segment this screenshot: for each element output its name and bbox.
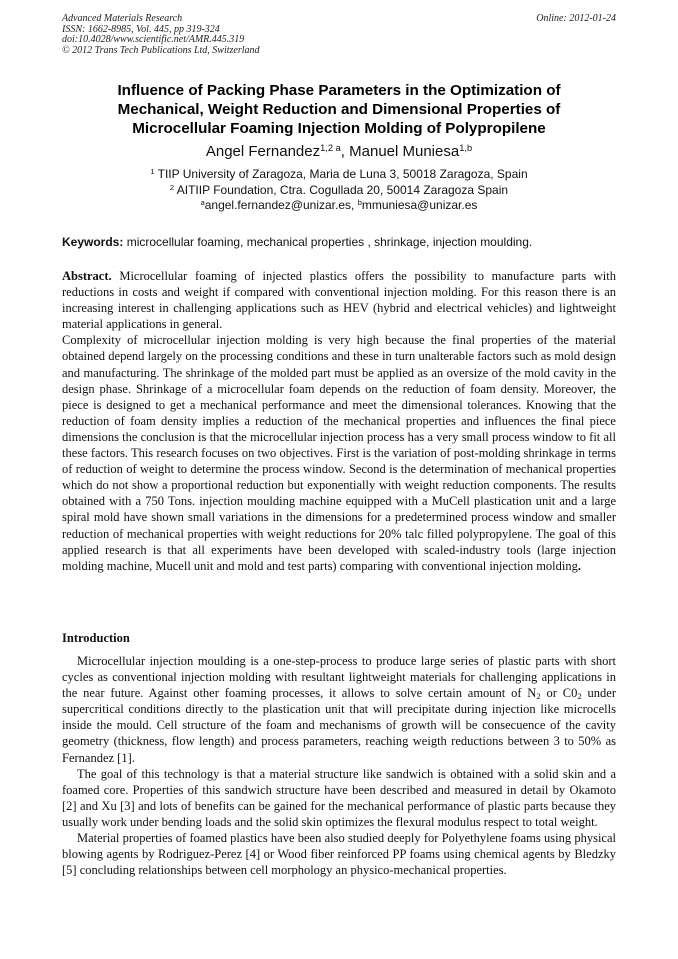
copyright-line: © 2012 Trans Tech Publications Ltd, Switzerland [62,44,260,56]
abstract-text: Microcellular foaming of injected plastics offers the possibility to manufacture parts with reductions in costs and weight if compared with conventional injection molding. For this reason there is an increasing interest in challenging applications such as HEV (hybrid and electrical vehicles) and lightweight material applications in general. [62,269,616,332]
subscript: 2 [577,690,582,701]
journal-name: Advanced Materials Research [62,13,183,24]
intro-paragraph: Material properties of foamed plastics have been also studied deeply for Polyethylene foams using physical blowing agents by Rodriguez-Perez [4] or Wood fiber reinforced PP foams using chemical agents by Bledzky [5] concluding relationships between cell morphology an physico-mechanical properties. [62,831,616,878]
keywords [62,235,616,250]
abstract-end-period: . [577,558,581,573]
author-affiliation-mark: 1,b [459,142,473,153]
introduction-heading: Introduction [62,631,130,645]
email-mark: b [357,197,362,207]
intro-text: under supercritical conditions directly to the plastication unit that will precipitate during injection like microcells inside the mould. Cell structure of the foam and mechanisms of growth will be consecuence of the cavity geometry (thickness, flow length) and process parameters, reaching weigth reductions between 3 to 50% as Fernandez [1]. [62,686,616,765]
abstract-text: Complexity of microcellular injection molding is very high because the final properties of the material obtained depend largely on the processing conditions and these in turn unalterable factors such as mold design and manufacturing. The shrinkage of the molded part must be applied as an oversize of the mold cavity in the design phase. Shrinkage of a microcellular foam depends on the reduction of foam density. Moreover, the piece is designed to get a mechanical performance and meet the dimensional tolerances. Knowing that the reduction of foam density implies a reduction of the mechanical properties and influences the final piece dimensions the conclusion is that the microcellular injection process has a very small process window to fit all these factors. This research focuses on two objectives. First is the variation of post-molding shrinkage in terms of reduction of weight to determine the process window. Second is the determination of mechanical properties which do not show a proportional reduction but exponentially with weight reduction components. The results obtained with a 750 Tons. injection moulding machine equipped with a MuCell plastication unit and a large spiral mold have shown small variations in the dimensions for a predetermined process window and smaller reduction of mechanical properties with weight reductions for 20% talc filled polypropylene. The goal of this applied research is that all experiments have been developed with scaled-industry tools (large injection molding machine, Mucell unit and mold and test parts) comparing with conventional injection molding [62,333,616,573]
author-list [62,143,616,161]
email-address: angel.fernandez@unizar.es, [204,198,358,212]
affiliation-text: AITIIP Foundation, Ctra. Cogullada 20, 50014 Zaragoza Spain [174,182,509,197]
abstract-paragraph [62,268,616,332]
title-line: Microcellular Foaming Injection Molding of Polypropilene [132,120,546,137]
affiliation-mark: 1 [150,166,155,176]
keywords-text: microcellular foaming, mechanical properties , shrinkage, injection moulding. [123,235,533,249]
abstract-label: Abstract. [62,269,112,283]
affiliation-1 [62,167,616,183]
affiliation-2 [62,183,616,199]
keywords-label: Keywords: [62,235,124,249]
subscript: 2 [536,690,541,701]
affiliations [62,167,616,214]
author-name: Manuel Muniesa [349,143,460,160]
abstract-paragraph [62,332,616,573]
intro-text: Microcellular injection moulding is a one-step-process to produce large series of plastic parts with short cycles as conventional injection molding with resultant lightweight materials for challenging applications in the near future. Against other foaming processes, it allows to solve certain amount of N [62,654,616,701]
doi-line: doi:10.4028/www.scientific.net/AMR.445.319 [62,34,245,45]
title-line: Mechanical, Weight Reduction and Dimensional Properties of [117,101,561,118]
author-affiliation-mark: 1,2 a [320,142,341,153]
email-mark: a [200,197,205,207]
intro-paragraph: The goal of this technology is that a material structure like sandwich is obtained with a solid skin and a foamed core. Properties of this sandwich structure have been described and measured in detail by Okamoto [2] and Xu [3] and lots of benefits can be gained for the mechanical performance of plastic parts because they usually work under bending loads and the solid skin optimizes the flexural modulus respect to total weight. [62,766,616,829]
author-separator: , [340,143,350,160]
journal-header [62,14,616,56]
author-emails [62,198,616,214]
title-line: Influence of Packing Phase Parameters in the Optimization of [117,82,561,99]
affiliation-mark: 2 [169,182,175,192]
author-name: Angel Fernandez [205,143,321,160]
paper-title [62,81,616,138]
abstract [62,268,616,574]
intro-text: or C0 [540,686,578,701]
email-address: mmuniesa@unizar.es [361,198,478,212]
online-date: Online: 2012-01-24 [536,13,616,24]
intro-paragraph [62,653,616,766]
introduction-section [62,653,616,878]
affiliation-text: TIIP University of Zaragoza, Maria de Luna 3, 50018 Zaragoza, Spain [154,167,528,181]
issn-line: ISSN: 1662-8985, Vol. 445, pp 319-324 [62,23,220,35]
